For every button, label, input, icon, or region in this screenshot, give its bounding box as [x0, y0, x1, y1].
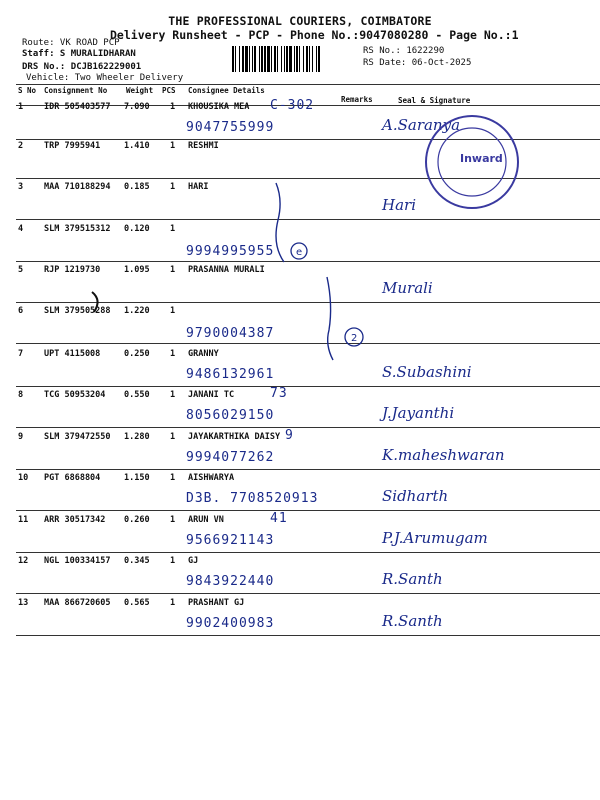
staff-label: Staff: S MURALIDHARAN	[22, 49, 136, 59]
row-signature: Sidharth	[382, 487, 449, 505]
row-signature: K.maheshwaran	[382, 446, 505, 464]
row-consignee-name: KHOUSIKA MEA	[188, 102, 250, 112]
row-weight: 0.120	[124, 224, 150, 234]
svg-text:e: e	[296, 247, 303, 258]
drs-number: DRS No.: DCJB162229001	[22, 62, 142, 72]
row-pcs: 1	[170, 598, 176, 608]
row-consignment-no: MAA 866720605	[44, 598, 111, 608]
row-signature: J.Jayanthi	[382, 404, 455, 422]
row-consignment-no: SLM 379505288	[44, 306, 111, 316]
company-title: THE PROFESSIONAL COURIERS, COIMBATORE	[168, 14, 432, 28]
row-consignee-name: GRANNY	[188, 349, 219, 359]
row-handwritten-phone: 9047755999	[186, 120, 275, 135]
row-consignment-no: TCG 50953204	[44, 390, 106, 400]
row-weight: 1.150	[124, 473, 150, 483]
row-pcs: 1	[170, 306, 176, 316]
row-separator-right	[182, 427, 600, 428]
row-weight: 1.095	[124, 265, 150, 275]
row-separator-right	[182, 469, 600, 470]
row-weight: 0.250	[124, 349, 150, 359]
row-separator	[16, 261, 182, 262]
row-separator	[16, 552, 182, 553]
svg-text:2: 2	[351, 333, 358, 344]
row-handwritten-phone: 9486132961	[186, 367, 275, 382]
row-consignee-name: AISHWARYA	[188, 473, 235, 483]
row-sno: 9	[18, 432, 24, 442]
row-consignment-no: NGL 100334157	[44, 556, 111, 566]
rs-number: RS No.: 1622290	[363, 46, 445, 56]
row-separator	[16, 593, 182, 594]
row-consignee-name: PRASHANT GJ	[188, 598, 245, 608]
row-pcs: 1	[170, 473, 176, 483]
row-weight: 1.280	[124, 432, 150, 442]
row-separator	[16, 302, 182, 303]
row-separator	[16, 510, 182, 511]
row-weight: 1.410	[124, 141, 150, 151]
bracket-rows-5-6	[327, 277, 333, 360]
row-separator-right	[182, 139, 600, 140]
row-pcs: 1	[170, 432, 176, 442]
row-signature: Murali	[382, 279, 433, 297]
row-handwritten-phone: 9790004387	[186, 326, 275, 341]
row-handwritten-phone: 9566921143	[186, 533, 275, 548]
row-consignee-name: ARUN VN	[188, 515, 224, 525]
row-consignee-name: RESHMI	[188, 141, 219, 151]
row-separator	[16, 469, 182, 470]
col-consignment: Consignment No	[44, 86, 108, 95]
row-sno: 10	[18, 473, 29, 483]
row-handwritten-phone: 9902400983	[186, 616, 275, 631]
row-sno: 4	[18, 224, 24, 234]
row-consignment-no: MAA 710188294	[44, 182, 111, 192]
row-separator	[16, 635, 182, 636]
row-handwritten-note: 9	[285, 428, 294, 443]
row-consignee-name: HARI	[188, 182, 209, 192]
col-consignee: Consignee Details	[188, 86, 265, 95]
row-sno: 8	[18, 390, 24, 400]
barcode	[232, 46, 358, 72]
row-consignment-no: PGT 6868804	[44, 473, 101, 483]
col-seal-signature: Seal & Signature	[398, 96, 471, 105]
row-handwritten-phone: 8056029150	[186, 408, 275, 423]
col-pcs: PCS	[162, 86, 176, 95]
row-handwritten-phone: 9994077262	[186, 450, 275, 465]
row-sno: 7	[18, 349, 24, 359]
row-signature: R.Santh	[382, 570, 443, 588]
row-weight: 0.185	[124, 182, 150, 192]
row-handwritten-note: C-302	[270, 98, 315, 113]
row-consignment-no: SLM 379472550	[44, 432, 111, 442]
col-weight: Weight	[126, 86, 154, 95]
row-sno: 13	[18, 598, 29, 608]
row-handwritten-phone: 9994995955	[186, 244, 275, 259]
row-handwritten-note: 41	[270, 511, 288, 526]
row-weight: 7.090	[124, 102, 150, 112]
row-pcs: 1	[170, 102, 176, 112]
row-weight: 1.220	[124, 306, 150, 316]
row-signature: S.Subashini	[382, 363, 472, 381]
row-handwritten-phone: 9843922440	[186, 574, 275, 589]
row-pcs: 1	[170, 349, 176, 359]
row-separator	[16, 427, 182, 428]
row-pcs: 1	[170, 556, 176, 566]
row-pcs: 1	[170, 515, 176, 525]
rs-date: RS Date: 06-Oct-2025	[363, 58, 472, 68]
row-sno: 1	[18, 102, 24, 112]
row-signature: A.Saranya	[382, 116, 461, 134]
row-consignment-no: ARR 30517342	[44, 515, 106, 525]
row-pcs: 1	[170, 141, 176, 151]
row-separator	[16, 343, 182, 344]
row-consignee-name: GJ	[188, 556, 199, 566]
row-separator-right	[182, 552, 600, 553]
row-separator	[16, 386, 182, 387]
col-remarks: Remarks	[341, 95, 373, 104]
row-separator-right	[182, 302, 600, 303]
row-pcs: 1	[170, 390, 176, 400]
row-sno: 6	[18, 306, 24, 316]
row-signature: Hari	[382, 196, 416, 214]
row-sno: 5	[18, 265, 24, 275]
row-signature: P.J.Arumugam	[382, 529, 488, 547]
row-consignment-no: TRP 7995941	[44, 141, 101, 151]
bracket-rows-3-4	[276, 183, 284, 262]
col-sno: S No	[18, 86, 37, 95]
row-sno: 12	[18, 556, 29, 566]
row-sno: 11	[18, 515, 29, 525]
row-consignment-no: UPT 4115008	[44, 349, 101, 359]
svg-text:Inward: Inward	[460, 152, 503, 165]
row-separator-right	[182, 593, 600, 594]
row-consignment-no: SLM 379515312	[44, 224, 111, 234]
row-separator-right	[182, 386, 600, 387]
row-weight: 0.260	[124, 515, 150, 525]
row-consignment-no: RJP 1219730	[44, 265, 101, 275]
row-separator	[16, 139, 182, 140]
row-handwritten-note: 73	[270, 386, 288, 401]
runsheet-subtitle: Delivery Runsheet - PCP - Phone No.:9047080280 - Page No.:1	[110, 28, 519, 42]
row-sno: 3	[18, 182, 24, 192]
circle-annotation-1	[291, 243, 307, 259]
row-separator-right	[182, 261, 600, 262]
row-pcs: 1	[170, 182, 176, 192]
row-consignment-no: IDR 505403577	[44, 102, 111, 112]
route-label: Route: VK ROAD PCP	[22, 38, 120, 48]
row-consignee-name: PRASANNA MURALI	[188, 265, 265, 275]
row-separator-right	[182, 635, 600, 636]
row-separator	[16, 178, 182, 179]
row-pcs: 1	[170, 224, 176, 234]
vehicle-label: Vehicle: Two Wheeler Delivery	[26, 73, 184, 83]
row-pcs: 1	[170, 265, 176, 275]
row-separator-right	[182, 510, 600, 511]
row-separator-right	[182, 219, 600, 220]
header-top-rule	[16, 84, 600, 85]
row-separator	[16, 219, 182, 220]
row-consignee-name: JANANI TC	[188, 390, 235, 400]
row-separator-right	[182, 343, 600, 344]
row-weight: 0.565	[124, 598, 150, 608]
row-signature: R.Santh	[382, 612, 443, 630]
row-weight: 0.550	[124, 390, 150, 400]
row-sno: 2	[18, 141, 24, 151]
row-weight: 0.345	[124, 556, 150, 566]
row-handwritten-phone: D3B. 7708520913	[186, 491, 319, 506]
row-consignee-name: JAYAKARTHIKA DAISY	[188, 432, 281, 442]
row-separator-right	[182, 178, 600, 179]
